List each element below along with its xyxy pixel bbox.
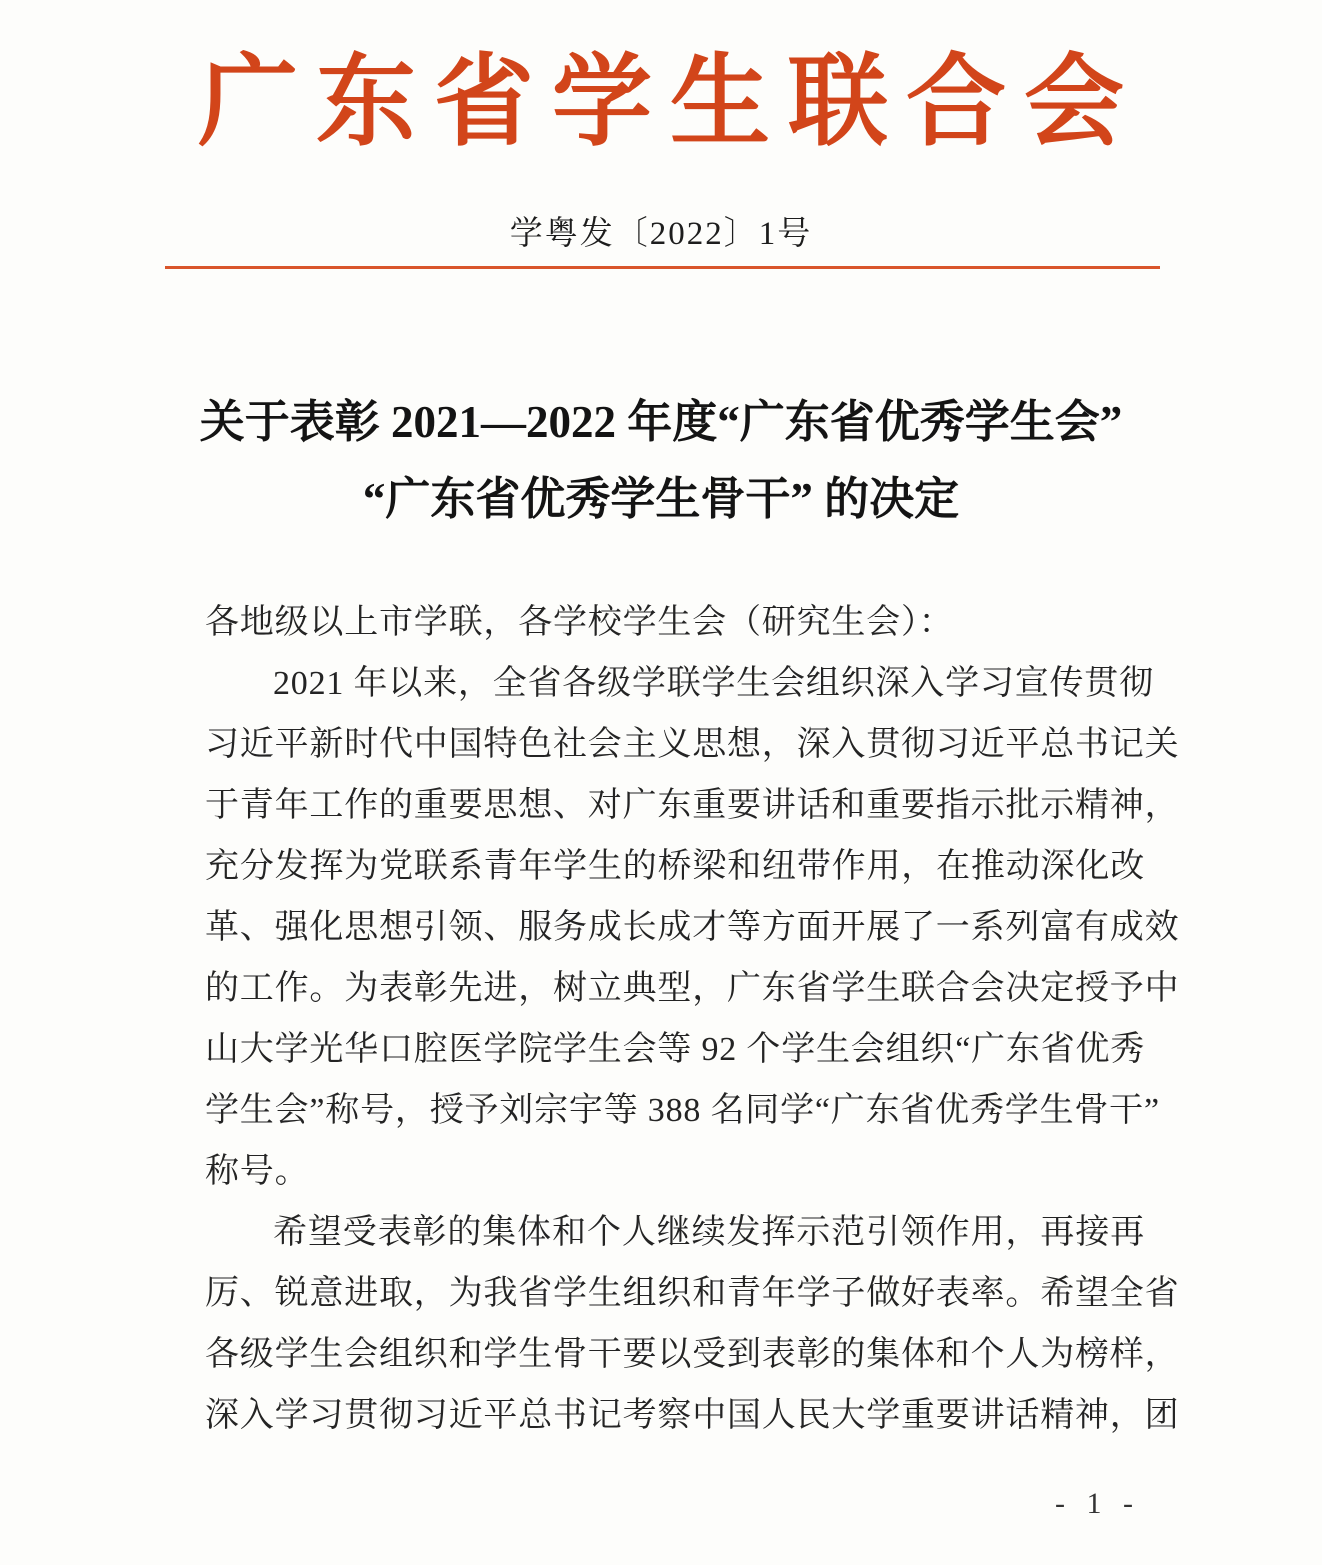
body-line: 的工作。为表彰先进，树立典型，广东省学生联合会决定授予中 [205, 970, 1180, 1007]
body-line: 充分发挥为党联系青年学生的桥梁和纽带作用，在推动深化改 [205, 848, 1145, 885]
page-number: - 1 - [1055, 1487, 1140, 1520]
body-line: 习近平新时代中国特色社会主义思想，深入贯彻习近平总书记关 [205, 726, 1180, 763]
body-line: 于青年工作的重要思想、对广东重要讲话和重要指示批示精神， [205, 787, 1180, 824]
doc-number: 学粤发〔2022〕1号 [509, 216, 813, 252]
body-line: 各级学生会组织和学生骨干要以受到表彰的集体和个人为榜样， [205, 1336, 1180, 1373]
body-line: 学生会”称号，授予刘宗宇等 388 名同学“广东省优秀学生骨干” [205, 1092, 1160, 1129]
body-line: 革、强化思想引领、服务成长成才等方面开展了一系列富有成效 [205, 909, 1180, 946]
document-body [205, 592, 1180, 1446]
org-name-header: 广东省学生联合会 [198, 47, 1142, 158]
body-line: 2021 年以来，全省各级学联学生会组织深入学习宣传贯彻 [273, 665, 1154, 702]
document-title-line2: “广东省优秀学生骨干” 的决定 [362, 474, 960, 524]
body-line: 深入学习贯彻习近平总书记考察中国人民大学重要讲话精神，团 [205, 1397, 1180, 1434]
red-divider-line [165, 266, 1160, 269]
document-title-line1: 关于表彰 2021—2022 年度“广东省优秀学生会” [199, 397, 1123, 447]
document-title [91, 384, 1231, 538]
body-line: 山大学光华口腔医学院学生会等 92 个学生会组织“广东省优秀 [205, 1031, 1146, 1068]
body-line: 厉、锐意进取，为我省学生组织和青年学子做好表率。希望全省 [205, 1275, 1180, 1312]
body-line: 希望受表彰的集体和个人继续发挥示范引领作用，再接再 [273, 1214, 1145, 1251]
body-line: 称号。 [205, 1153, 310, 1190]
body-line-salutation: 各地级以上市学联，各学校学生会（研究生会）： [205, 604, 954, 641]
